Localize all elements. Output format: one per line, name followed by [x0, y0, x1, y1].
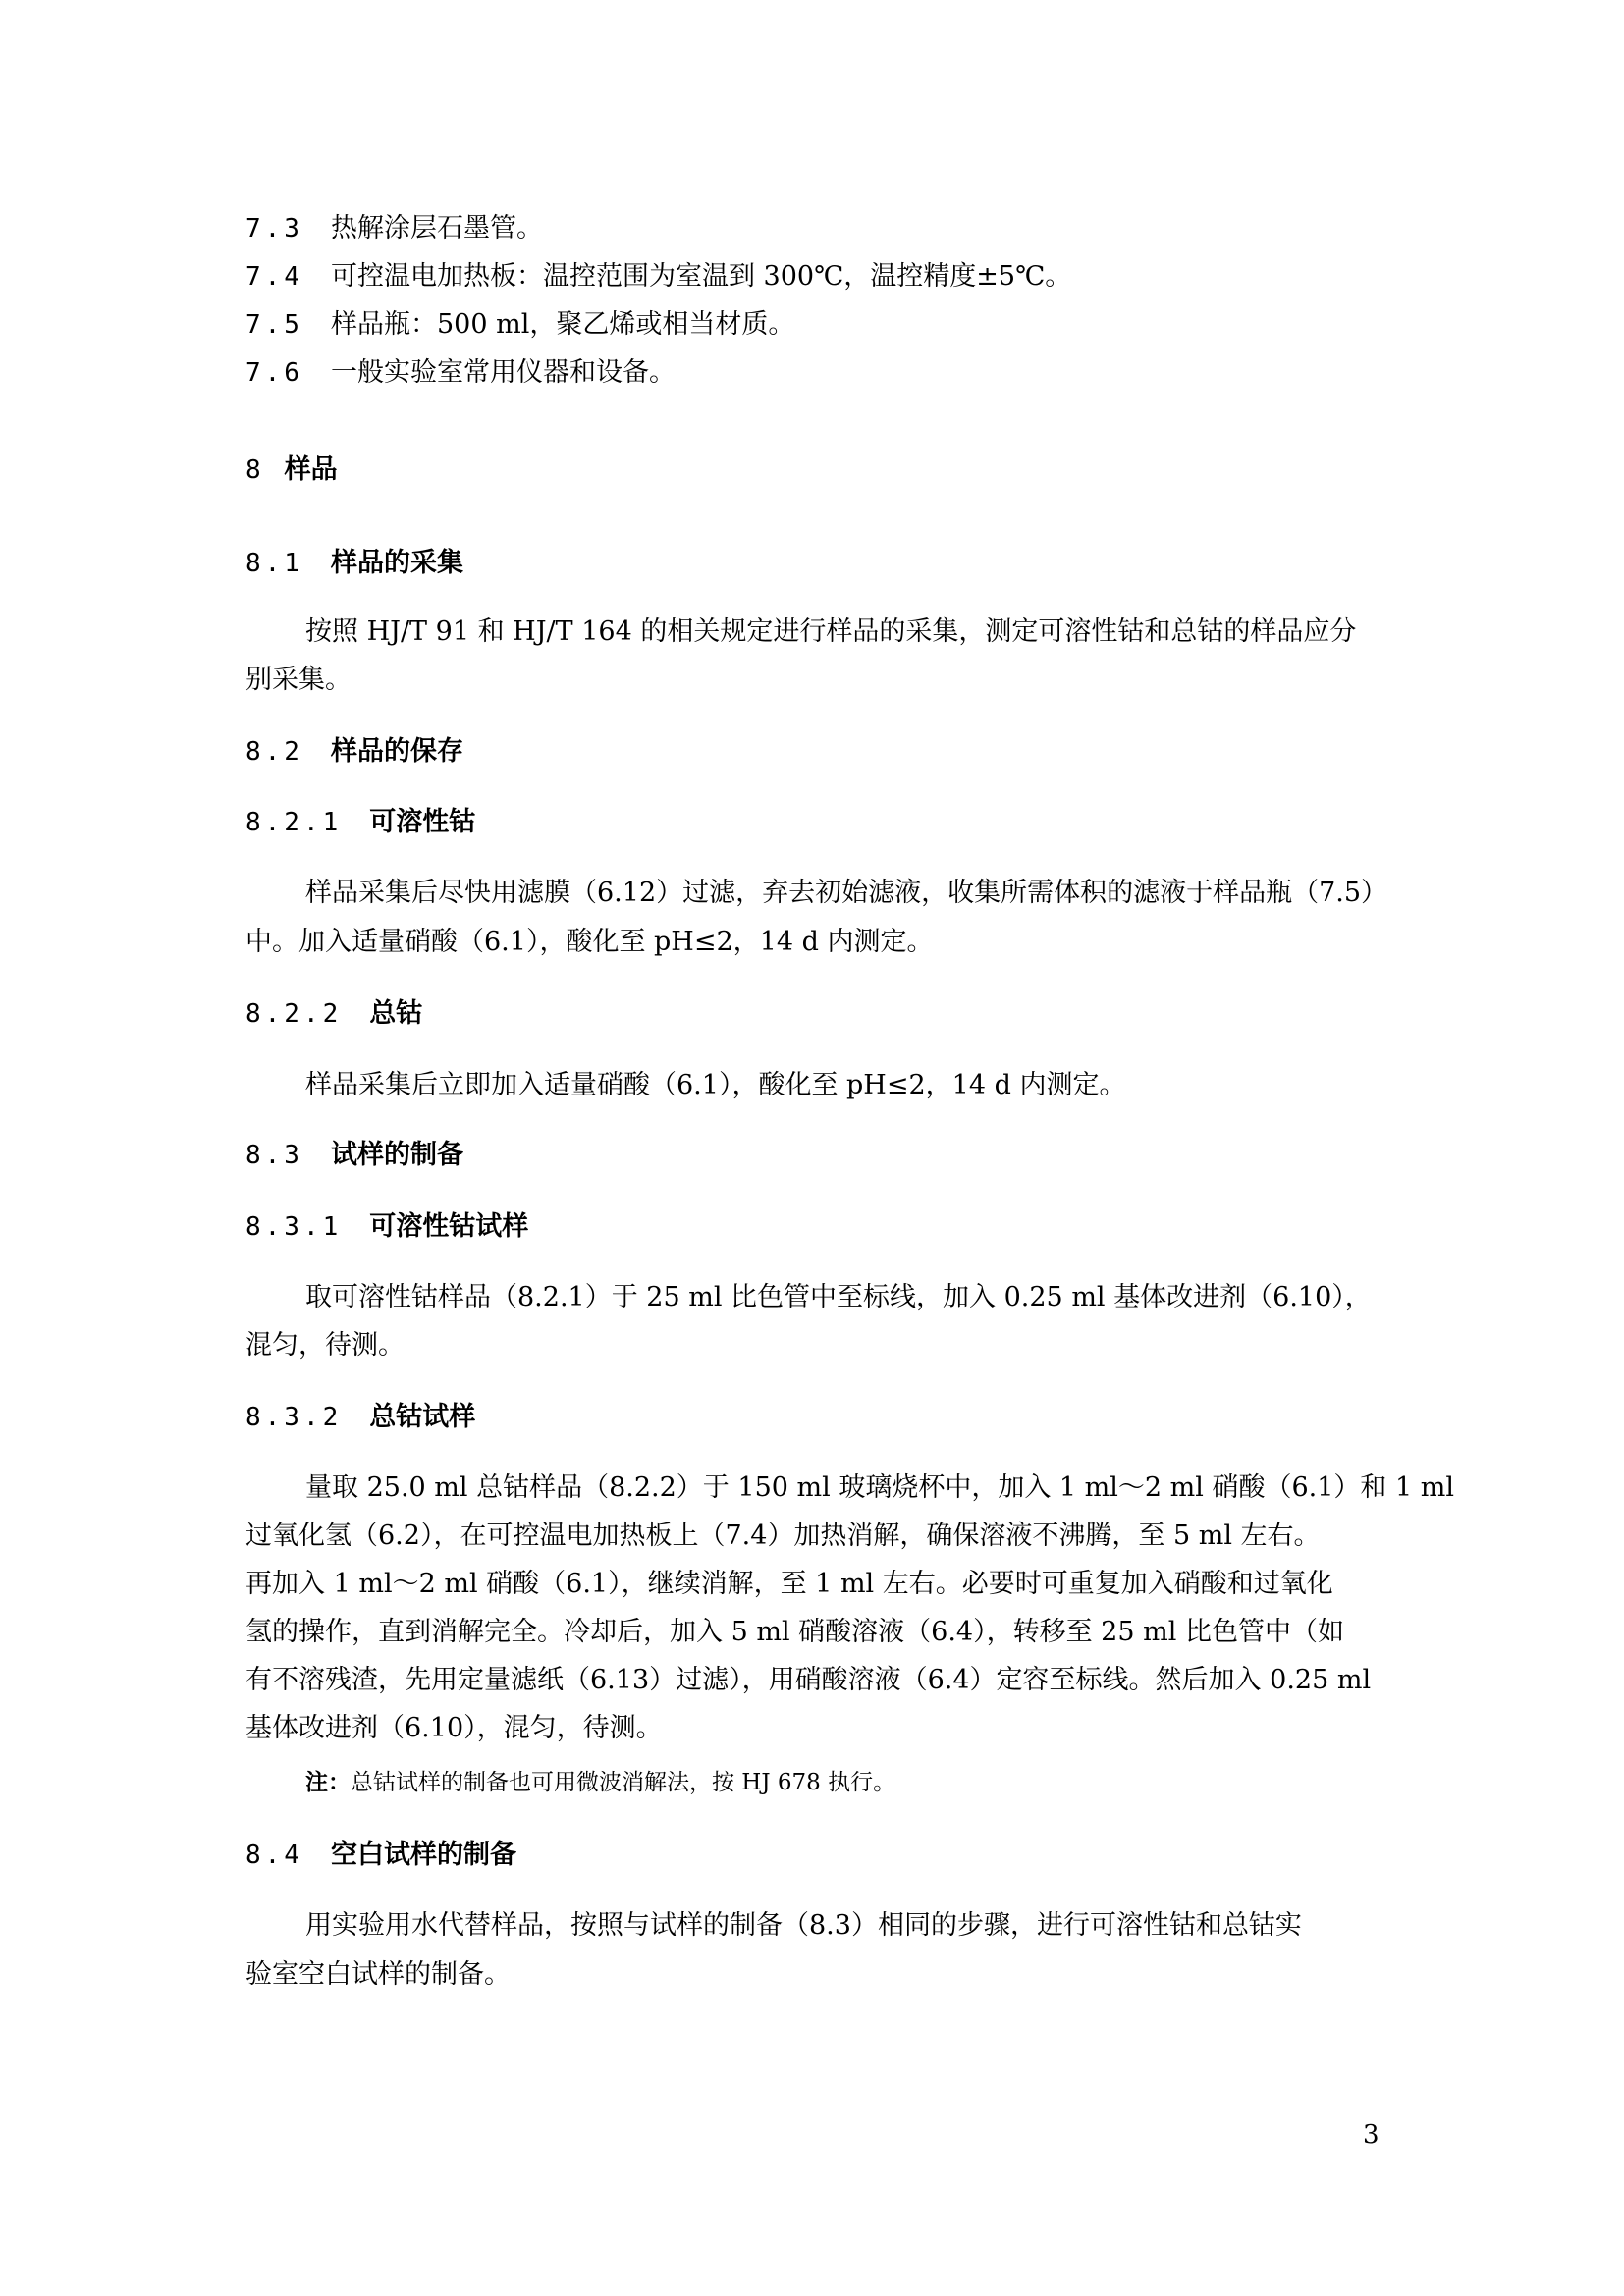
paragraph-line: 验室空白试样的制备。 — [245, 1959, 511, 1990]
heading-8-3 — [245, 1139, 463, 1172]
paragraph-line: 量取 25.0 ml 总钴样品（8.2.2）于 150 ml 玻璃烧杯中，加入 1 ml～2 ml 硝酸（6.1）和 1 ml — [305, 1472, 1455, 1503]
heading-title: 可溶性钴 — [369, 807, 476, 837]
item-number: 7.3 — [245, 214, 303, 243]
paragraph-line: 样品采集后立即加入适量硝酸（6.1），酸化至 pH≤2，14 d 内测定。 — [305, 1070, 1126, 1100]
paragraph-line: 中。加入适量硝酸（6.1），酸化至 pH≤2，14 d 内测定。 — [245, 927, 934, 957]
paragraph-line: 有不溶残渣，先用定量滤纸（6.13）过滤），用硝酸溶液（6.4）定容至标线。然后加入 0.25 ml — [245, 1665, 1372, 1695]
note-text: 总钴试样的制备也可用微波消解法，按 HJ 678 执行。 — [351, 1770, 896, 1795]
heading-title: 样品 — [284, 454, 338, 485]
heading-number: 8.4 — [245, 1841, 303, 1870]
heading-number: 8.2 — [245, 737, 303, 767]
note — [305, 1766, 895, 1799]
paragraph-line: 基体改进剂（6.10），混匀，待测。 — [245, 1713, 663, 1743]
heading-title: 总钴 — [369, 998, 423, 1029]
heading-title: 可溶性钴试样 — [369, 1211, 529, 1242]
heading-title: 样品的采集 — [330, 548, 463, 578]
paragraph-line: 氢的操作，直到消解完全。冷却后，加入 5 ml 硝酸溶液（6.4），转移至 25 ml 比色管中（如 — [245, 1617, 1344, 1647]
heading-8-4 — [245, 1839, 516, 1872]
heading-title: 样品的保存 — [330, 736, 463, 767]
heading-title: 空白试样的制备 — [330, 1840, 516, 1870]
heading-number: 8 — [245, 455, 265, 485]
heading-number: 8.1 — [245, 549, 303, 578]
paragraph-line: 过氧化氢（6.2），在可控温电加热板上（7.4）加热消解，确保溶液不沸腾，至 5 ml 左右。 — [245, 1521, 1321, 1551]
heading-8-3-2 — [245, 1401, 475, 1434]
heading-8 — [245, 454, 338, 487]
item-7-6 — [245, 356, 676, 390]
paragraph-line: 混匀，待测。 — [245, 1330, 405, 1361]
heading-title: 试样的制备 — [330, 1140, 463, 1170]
paragraph-line: 取可溶性钴样品（8.2.1）于 25 ml 比色管中至标线，加入 0.25 ml 基体改进剂（6.10）， — [305, 1282, 1372, 1312]
paragraph-line: 用实验用水代替样品，按照与试样的制备（8.3）相同的步骤，进行可溶性钴和总钴实 — [305, 1910, 1302, 1941]
item-number: 7.5 — [245, 310, 303, 340]
heading-number: 8.3 — [245, 1141, 303, 1170]
heading-8-1 — [245, 547, 463, 580]
heading-8-2-2 — [245, 997, 422, 1031]
item-text: 一般实验室常用仪器和设备。 — [330, 357, 676, 388]
paragraph-line: 再加入 1 ml～2 ml 硝酸（6.1），继续消解，至 1 ml 左右。必要时可重复加入硝酸和过氧化 — [245, 1569, 1333, 1599]
page-number: 3 — [1363, 2120, 1380, 2150]
item-text: 热解涂层石墨管。 — [330, 213, 543, 243]
heading-number: 8.2.1 — [245, 808, 343, 837]
heading-8-3-1 — [245, 1210, 528, 1244]
paragraph-line: 按照 HJ/T 91 和 HJ/T 164 的相关规定进行样品的采集，测定可溶性钴和总钴的样品应分 — [305, 616, 1357, 647]
item-text: 样品瓶：500 ml，聚乙烯或相当材质。 — [330, 309, 795, 340]
heading-8-2 — [245, 735, 463, 769]
item-7-3 — [245, 212, 543, 245]
note-label: 注： — [305, 1770, 351, 1795]
item-7-5 — [245, 308, 794, 342]
item-7-4 — [245, 260, 1071, 294]
heading-number: 8.2.2 — [245, 999, 343, 1029]
item-text: 可控温电加热板：温控范围为室温到 300℃，温控精度±5℃。 — [330, 261, 1072, 292]
item-number: 7.6 — [245, 358, 303, 388]
heading-8-2-1 — [245, 806, 475, 839]
item-number: 7.4 — [245, 262, 303, 292]
paragraph-line: 样品采集后尽快用滤膜（6.12）过滤，弃去初始滤液，收集所需体积的滤液于样品瓶（7.5） — [305, 878, 1388, 908]
heading-number: 8.3.1 — [245, 1212, 343, 1242]
paragraph-line: 别采集。 — [245, 665, 352, 695]
heading-number: 8.3.2 — [245, 1403, 343, 1432]
heading-title: 总钴试样 — [369, 1402, 476, 1432]
